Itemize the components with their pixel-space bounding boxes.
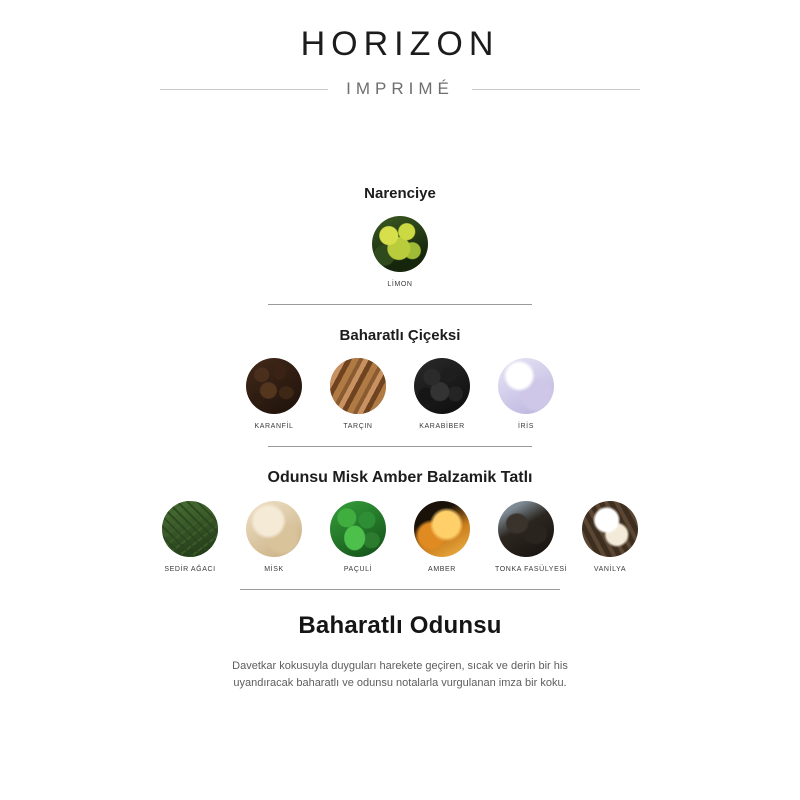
note-label: İRİS <box>517 423 534 431</box>
brand-subtitle: IMPRIMÉ <box>346 79 454 99</box>
brand-rule-right <box>472 89 640 90</box>
group-divider <box>240 589 560 590</box>
group-divider <box>268 304 532 305</box>
note-item <box>243 358 305 430</box>
black-pepper-icon <box>414 358 470 414</box>
note-group-woody-musk-amber <box>0 469 800 590</box>
note-label: SEDİR AĞACI <box>164 566 216 574</box>
fragrance-family-title: Baharatlı Odunsu <box>298 612 502 640</box>
note-item <box>327 501 389 573</box>
fragrance-description: Davetkar kokusuyla duyguları harekete geçiren, sıcak ve derin bir his uyandıracak baharatlı ve odunsu notalarla vurgulanan imza bir koku. <box>232 660 568 690</box>
fragrance-summary <box>0 612 800 692</box>
note-label: VANİLYA <box>593 566 627 574</box>
note-item <box>411 358 473 430</box>
cinnamon-icon <box>330 358 386 414</box>
note-item <box>495 501 568 574</box>
note-label: KARANFİL <box>254 423 294 431</box>
group-title: Odunsu Misk Amber Balzamik Tatlı <box>267 469 533 487</box>
group-divider <box>268 446 532 447</box>
group-title: Baharatlı Çiçeksi <box>339 327 461 345</box>
clove-icon <box>246 358 302 414</box>
note-item <box>495 358 557 430</box>
amber-icon <box>414 501 470 557</box>
note-label: LİMON <box>387 281 413 289</box>
patchouli-icon <box>330 501 386 557</box>
group-title: Narenciye <box>364 185 436 203</box>
iris-icon <box>498 358 554 414</box>
note-label: TARÇIN <box>343 423 373 431</box>
note-item <box>327 358 389 430</box>
note-item <box>243 501 305 573</box>
note-list <box>0 358 800 430</box>
note-item <box>411 501 473 573</box>
musk-icon <box>246 501 302 557</box>
note-item <box>369 216 431 288</box>
note-list <box>0 216 800 288</box>
lemon-icon <box>372 216 428 272</box>
brand-header <box>0 0 800 99</box>
cedarwood-icon <box>162 501 218 557</box>
note-label: AMBER <box>428 566 456 574</box>
note-label: KARABİBER <box>419 423 465 431</box>
vanilla-icon <box>582 501 638 557</box>
note-list <box>0 501 800 573</box>
tonka-bean-icon <box>498 501 554 557</box>
note-group-spicy-floral <box>0 327 800 447</box>
note-group-citrus <box>0 185 800 305</box>
note-item <box>579 501 641 573</box>
brand-title: HORIZON <box>300 25 500 63</box>
note-label: TONKA FASÜLYESİ <box>495 566 568 574</box>
note-label: MİSK <box>264 566 284 574</box>
note-item <box>159 501 221 573</box>
note-label: PAÇULİ <box>343 566 373 574</box>
note-groups <box>0 185 800 590</box>
brand-rule-left <box>160 89 328 90</box>
brand-subtitle-row <box>0 79 800 99</box>
